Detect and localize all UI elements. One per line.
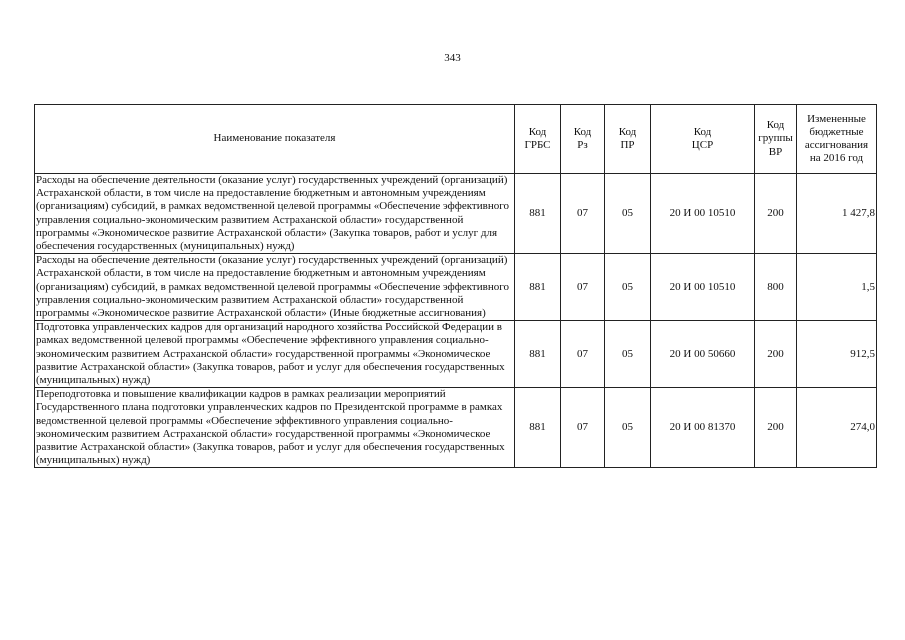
row-csr: 20 И 00 10510: [651, 174, 755, 254]
row-csr: 20 И 00 81370: [651, 388, 755, 468]
row-grbs: 881: [515, 321, 561, 388]
page-number: 343: [444, 52, 461, 64]
row-sum: 1,5: [797, 254, 877, 321]
header-csr: Код ЦСР: [651, 105, 755, 174]
header-sum: Измененные бюджетные ассигнования на 2016 год: [797, 105, 877, 174]
row-grbs: 881: [515, 174, 561, 254]
header-grbs: Код ГРБС: [515, 105, 561, 174]
row-csr: 20 И 00 10510: [651, 254, 755, 321]
row-csr: 20 И 00 50660: [651, 321, 755, 388]
header-rz: Код Рз: [561, 105, 605, 174]
row-pr: 05: [605, 321, 651, 388]
table-row: [35, 254, 877, 321]
row-grbs: 881: [515, 254, 561, 321]
row-vr: 800: [755, 254, 797, 321]
row-name: Переподготовка и повышение квалификации кадров в рамках реализации мероприятий Государственного плана подготовки управленческих кадров по Президентской программе в рамках ведомственной целевой программы «Обеспечение эффективного управления социально-экономическим развитием Астраханской области» государственной программы «Экономическое развитие Астраханской области» (Закупка товаров, работ и услуг для обеспечения государственных (муниципальных) нужд): [35, 388, 515, 468]
row-pr: 05: [605, 174, 651, 254]
table-row: [35, 174, 877, 254]
row-pr: 05: [605, 388, 651, 468]
row-rz: 07: [561, 321, 605, 388]
row-name: Расходы на обеспечение деятельности (оказание услуг) государственных учреждений (организаций) Астраханской области, в том числе на предоставление бюджетным и автономным учреждениям (организациям) субсидий, в рамках ведомственной целевой программы «Обеспечение эффективного управления социально-экономическим развитием Астраханской области» государственной программы «Экономическое развитие Астраханской области» (Закупка товаров, работ и услуг для обеспечения государственных (муниципальных) нужд): [35, 174, 515, 254]
row-rz: 07: [561, 388, 605, 468]
table-row: [35, 321, 877, 388]
header-pr: Код ПР: [605, 105, 651, 174]
row-sum: 274,0: [797, 388, 877, 468]
row-vr: 200: [755, 321, 797, 388]
row-vr: 200: [755, 174, 797, 254]
header-vr: Код группы ВР: [755, 105, 797, 174]
header-row: [35, 105, 877, 174]
row-grbs: 881: [515, 388, 561, 468]
row-pr: 05: [605, 254, 651, 321]
row-rz: 07: [561, 254, 605, 321]
row-vr: 200: [755, 388, 797, 468]
row-sum: 912,5: [797, 321, 877, 388]
row-rz: 07: [561, 174, 605, 254]
budget-table: [34, 104, 877, 468]
table-row: [35, 388, 877, 468]
row-name: Подготовка управленческих кадров для организаций народного хозяйства Российской Федерации в рамках ведомственной целевой программы «Обеспечение эффективного управления социально-экономическим развитием Астраханской области» государственной программы «Экономическое развитие Астраханской области» (Закупка товаров, работ и услуг для обеспечения государственных (муниципальных) нужд): [35, 321, 515, 388]
row-name: Расходы на обеспечение деятельности (оказание услуг) государственных учреждений (организаций) Астраханской области, в том числе на предоставление бюджетным и автономным учреждениям (организациям) субсидий, в рамках ведомственной целевой программы «Обеспечение эффективного управления социально-экономическим развитием Астраханской области» государственной программы «Экономическое развитие Астраханской области» (Иные бюджетные ассигнования): [35, 254, 515, 321]
header-name: Наименование показателя: [35, 105, 515, 174]
row-sum: 1 427,8: [797, 174, 877, 254]
